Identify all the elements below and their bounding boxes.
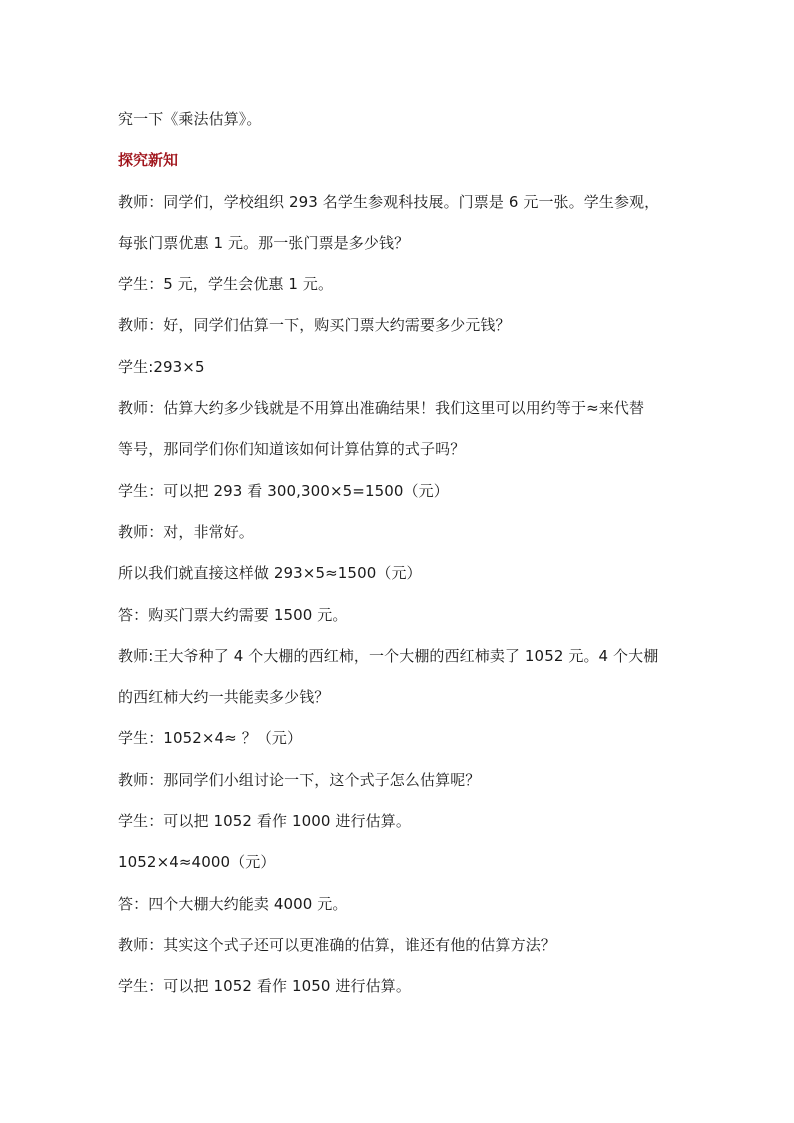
document-body xyxy=(118,104,688,1013)
text-line: 教师：同学们，学校组织 293 名学生参观科技展。门票是 6 元一张。学生参观， xyxy=(118,192,660,211)
text-line: 学生：5 元，学生会优惠 1 元。 xyxy=(118,275,334,294)
text-line: 答：购买门票大约需要 1500 元。 xyxy=(118,605,348,624)
text-line: 教师：好，同学们估算一下，购买门票大约需要多少元钱？ xyxy=(118,316,511,335)
text-line: 学生：可以把 1052 看作 1050 进行估算。 xyxy=(118,977,411,996)
text-line: 教师:王大爷种了 4 个大棚的西红柿，一个大棚的西红柿卖了 1052 元。4 个大棚 xyxy=(118,646,659,665)
text-line: 1052×4≈4000（元） xyxy=(118,853,276,872)
text-line: 学生：1052×4≈ ？（元） xyxy=(118,729,303,748)
text-line: 学生：可以把 1052 看作 1000 进行估算。 xyxy=(118,812,411,831)
section-heading: 探究新知 xyxy=(118,151,179,170)
text-line: 教师：其实这个式子还可以更准确的估算，谁还有他的估算方法？ xyxy=(118,935,556,954)
text-line: 学生:293×5 xyxy=(118,357,205,376)
text-line: 每张门票优惠 1 元。那一张门票是多少钱？ xyxy=(118,233,410,252)
text-line: 答：四个大棚大约能卖 4000 元。 xyxy=(118,894,348,913)
text-line: 教师：那同学们小组讨论一下，这个式子怎么估算呢？ xyxy=(118,770,481,789)
text-line: 学生：可以把 293 看 300,300×5=1500（元） xyxy=(118,481,449,500)
text-line: 教师：对，非常好。 xyxy=(118,522,254,541)
text-line: 等号，那同学们你们知道该如何计算估算的式子吗？ xyxy=(118,440,466,459)
text-line: 的西红柿大约一共能卖多少钱？ xyxy=(118,688,330,707)
text-line: 教师：估算大约多少钱就是不用算出准确结果！我们这里可以用约等于≈来代替 xyxy=(118,399,645,418)
intro-line: 究一下《乘法估算》。 xyxy=(118,110,262,128)
text-line: 所以我们就直接这样做 293×5≈1500（元） xyxy=(118,564,422,583)
